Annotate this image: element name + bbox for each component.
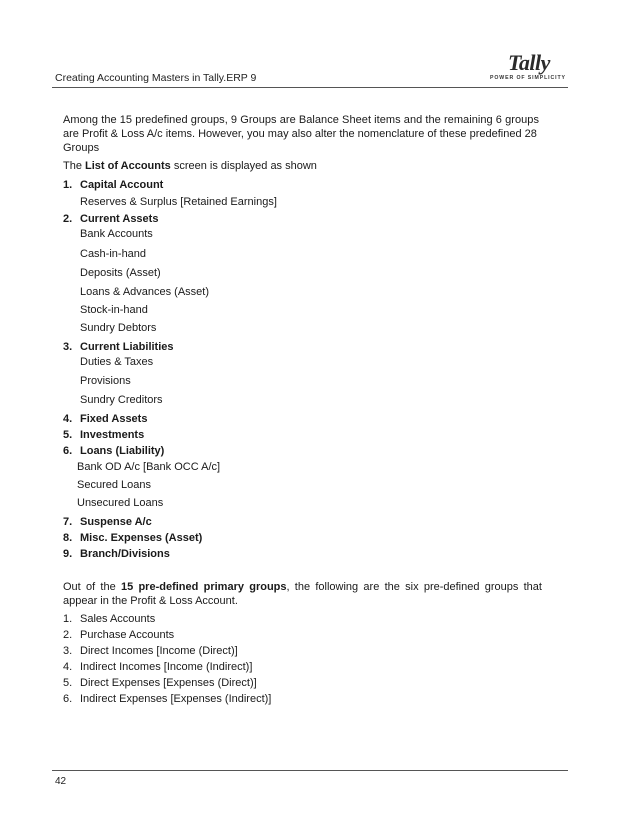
- group-2-child-6: Sundry Debtors: [80, 322, 157, 334]
- group-6-child-3: Unsecured Loans: [77, 497, 164, 509]
- group-2-child-4: Loans & Advances (Asset): [80, 286, 210, 298]
- group-6-child-2: Secured Loans: [77, 479, 151, 491]
- group-3-child-3: Sundry Creditors: [80, 394, 163, 406]
- pl-group-5: 5. Direct Expenses [Expenses (Direct)]: [63, 677, 257, 689]
- group-2-child-1: Bank Accounts: [80, 228, 153, 240]
- group-2: 2. Current Assets: [63, 213, 159, 225]
- screen-note-bold: List of Accounts: [85, 160, 171, 172]
- group-3-child-1: Duties & Taxes: [80, 356, 154, 368]
- screen-note: [63, 160, 317, 173]
- pl-group-6: 6. Indirect Expenses [Expenses (Indirect)]: [63, 693, 272, 705]
- group-3: 3. Current Liabilities: [63, 341, 174, 353]
- pl-intro-line-1: Out of the 15 pre-defined primary groups, the following are the six pre-defined groups that: [63, 581, 542, 593]
- group-2-child-3: Deposits (Asset): [80, 267, 161, 279]
- logo-wordmark: Tally: [508, 50, 550, 75]
- group-2-child-2: Cash-in-hand: [80, 248, 147, 260]
- screen-note-suffix: screen is displayed as shown: [170, 160, 317, 172]
- logo-tagline: POWER OF SIMPLICITY: [490, 75, 566, 81]
- group-5: 5. Investments: [63, 429, 145, 441]
- intro-line-1: Among the 15 predefined groups, 9 Groups are Balance Sheet items and the remaining 6 groups: [63, 114, 540, 126]
- pl-group-3: 3. Direct Incomes [Income (Direct)]: [63, 645, 238, 657]
- group-9: 9. Branch/Divisions: [63, 548, 170, 560]
- screen-note-prefix: The: [63, 160, 86, 172]
- group-6: 6. Loans (Liability): [63, 445, 165, 457]
- pl-intro-line-2: appear in the Profit & Loss Account.: [63, 595, 238, 607]
- group-6-child-1: Bank OD A/c [Bank OCC A/c]: [77, 461, 221, 473]
- group-1: 1. Capital Account: [63, 179, 164, 191]
- pl-group-2: 2. Purchase Accounts: [63, 629, 175, 641]
- group-8: 8. Misc. Expenses (Asset): [63, 532, 203, 544]
- tally-logo: [488, 50, 568, 88]
- group-4: 4. Fixed Assets: [63, 413, 148, 425]
- intro-line-2: are Profit & Loss A/c items. However, you may also alter the nomenclature of these predefined 28: [63, 128, 537, 140]
- group-3-child-2: Provisions: [80, 375, 131, 387]
- group-2-child-5: Stock-in-hand: [80, 304, 148, 316]
- pl-group-4: 4. Indirect Incomes [Income (Indirect)]: [63, 661, 253, 673]
- group-7: 7. Suspense A/c: [63, 516, 152, 528]
- group-1-child-1: Reserves & Surplus [Retained Earnings]: [80, 196, 277, 208]
- intro-line-3: Groups: [63, 142, 100, 154]
- footer-rule: [52, 770, 568, 771]
- running-header-title: Creating Accounting Masters in Tally.ERP 9: [55, 72, 257, 84]
- pl-group-1: 1. Sales Accounts: [63, 613, 156, 625]
- header-rule: [52, 87, 568, 88]
- page-number: 42: [55, 776, 67, 787]
